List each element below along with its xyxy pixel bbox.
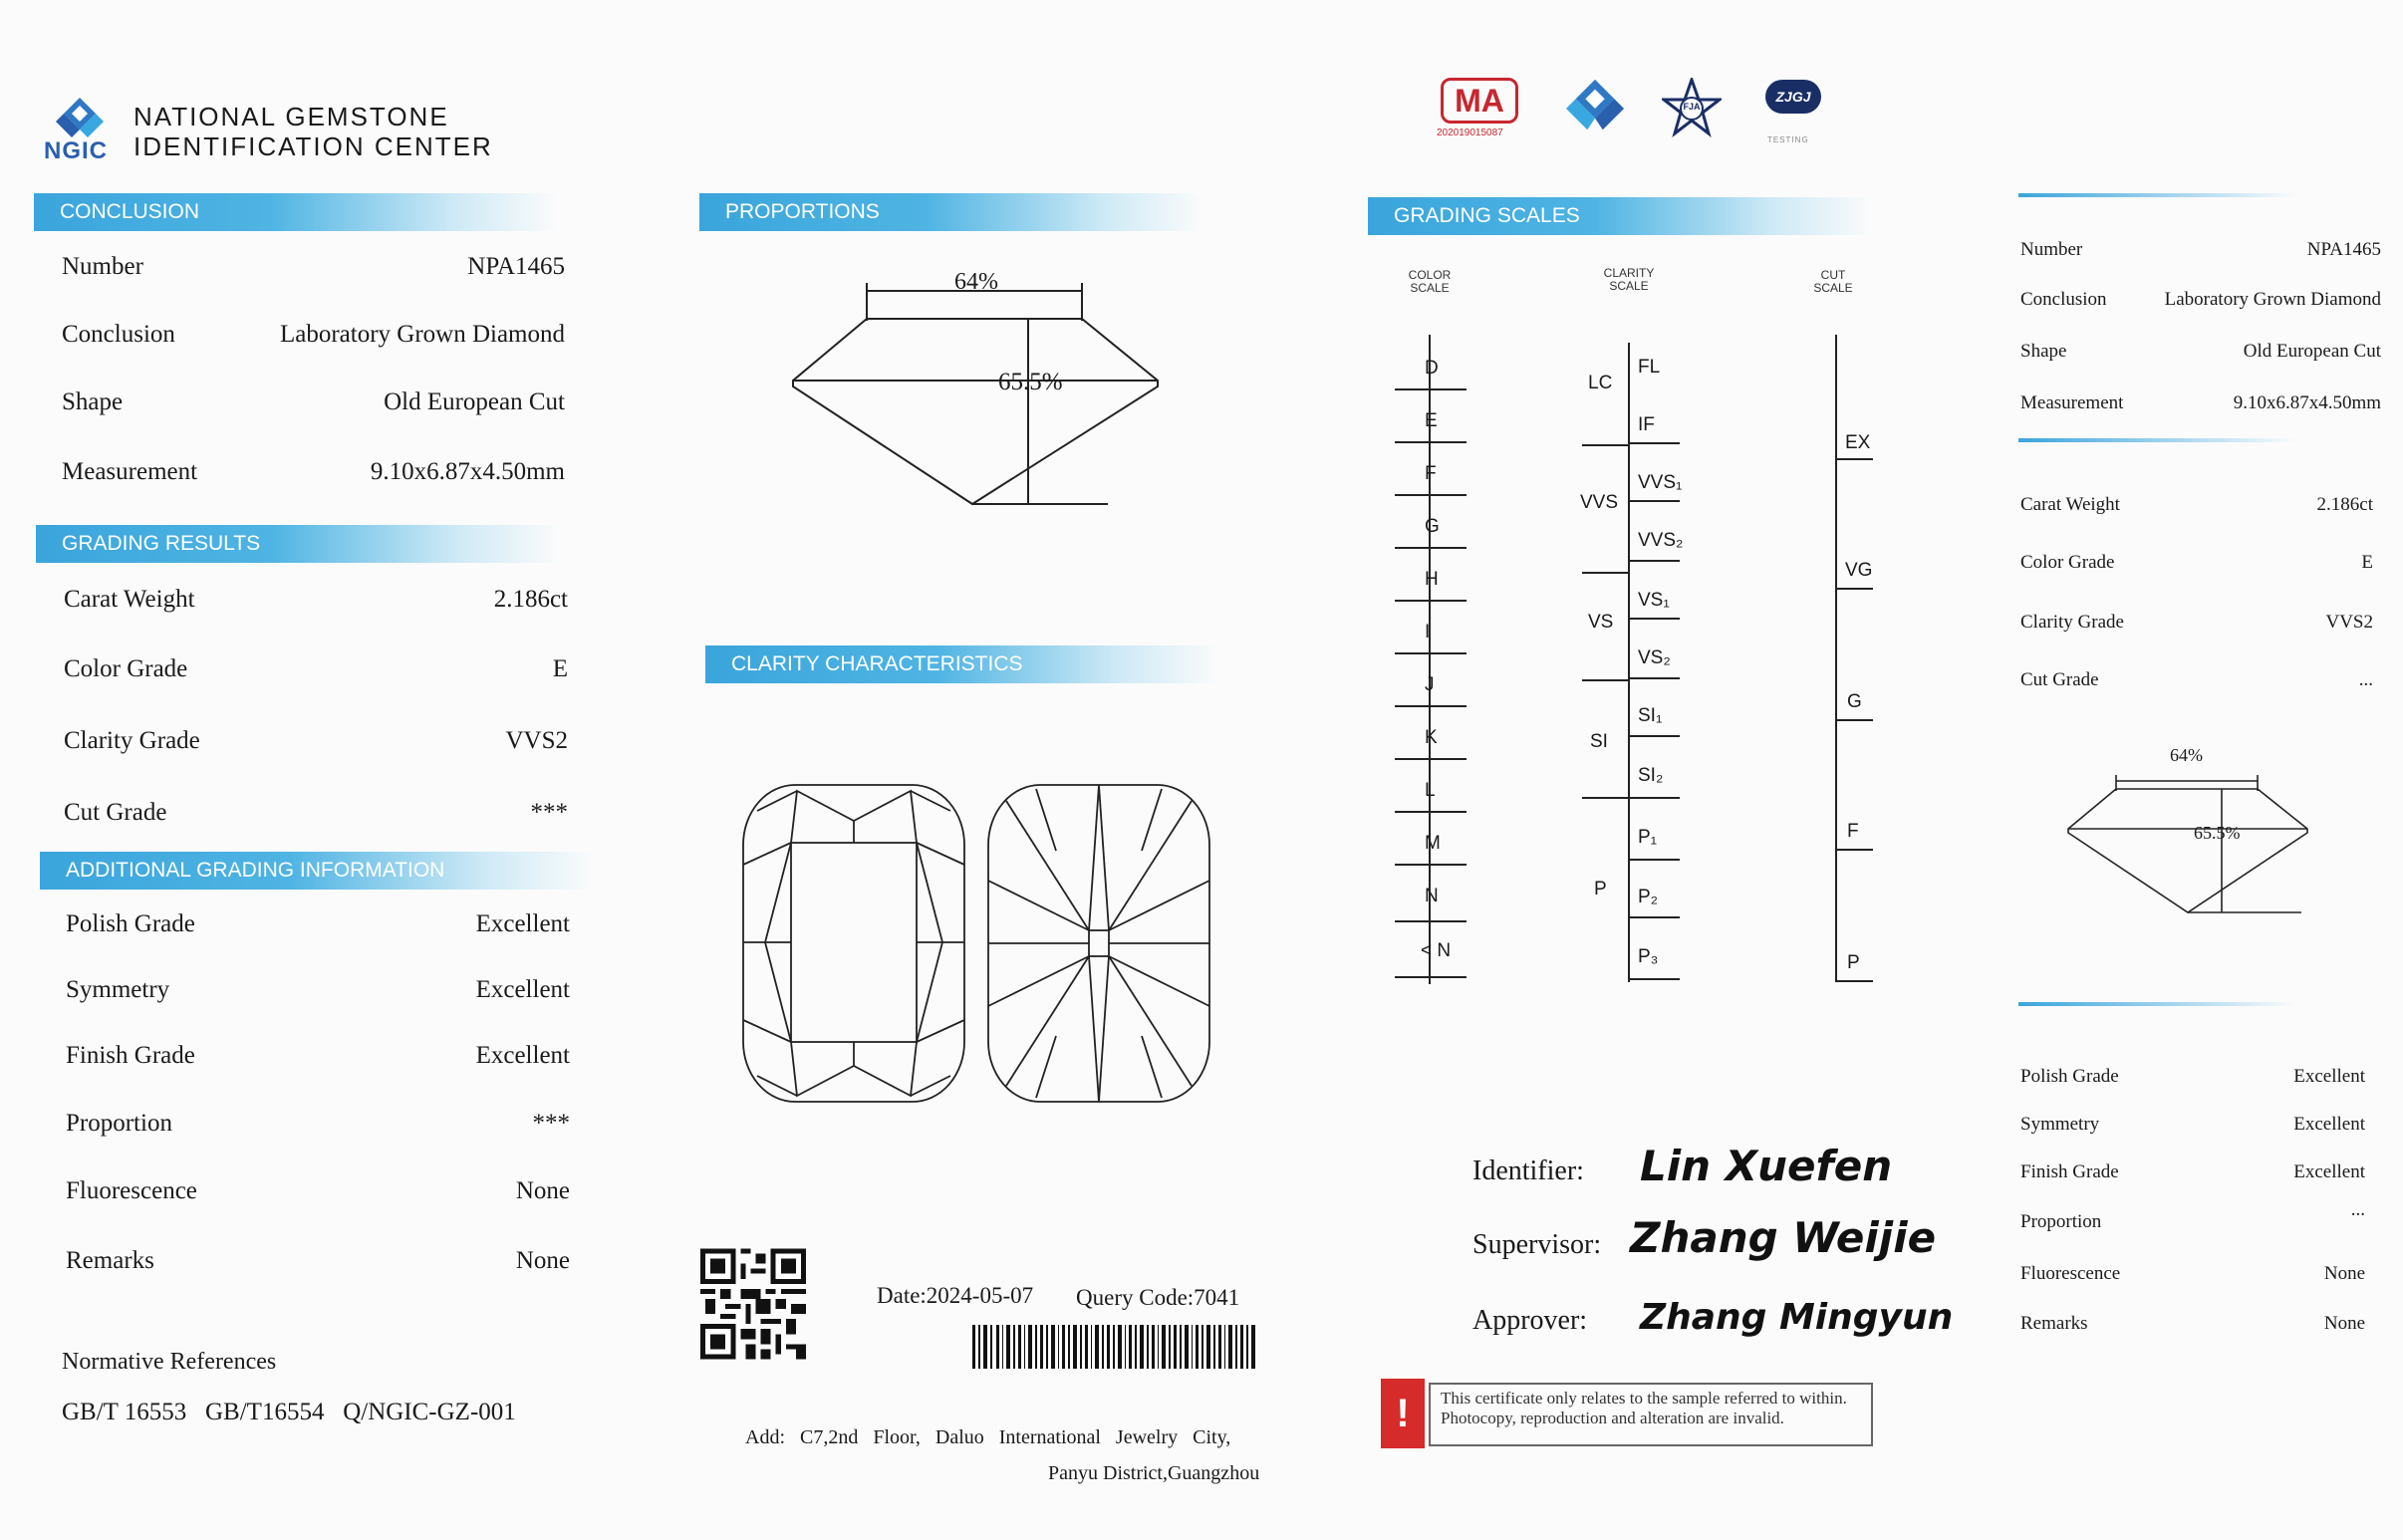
cut-scale-title-1: CUT (1820, 268, 1846, 282)
disclaimer-box (1381, 1379, 1895, 1460)
clarity-scale (1574, 329, 1694, 986)
value: Excellent (2293, 1161, 2365, 1182)
value: 2.186ct (2316, 494, 2373, 515)
additional-band: ADDITIONAL GRADING INFORMATION (40, 852, 594, 890)
value: Excellent (2293, 1066, 2365, 1087)
value: 9.10x6.87x4.50mm (370, 458, 565, 485)
stub-rows-2 (2020, 494, 2373, 693)
approver-signature: Zhang Mingyun (1640, 1297, 1954, 1338)
cut-grade-ex: EX (1845, 432, 1871, 453)
cut-scale-title-2: SCALE (1813, 281, 1853, 295)
color-scale (1387, 329, 1486, 986)
clarity-scale-axis (1628, 343, 1630, 982)
label: Number (2020, 239, 2083, 260)
clarity-grade-p1: P₁ (1638, 827, 1658, 848)
conclusion-band: CONCLUSION (34, 193, 558, 231)
stub-table-percent: 64% (2170, 745, 2203, 765)
clarity-grade-vvs2: VVS₂ (1638, 530, 1684, 551)
stub-divider-1 (2018, 193, 2297, 197)
color-grade-f: F (1425, 463, 1437, 484)
value: VVS2 (2325, 612, 2373, 633)
label: Polish Grade (2020, 1066, 2119, 1087)
label: Measurement (2020, 392, 2124, 413)
label: Clarity Grade (2020, 612, 2124, 633)
value: None (2323, 1263, 2365, 1284)
issue-date: Date:2024-05-07 (877, 1283, 1034, 1308)
clarity-scale-title (1594, 267, 1664, 293)
clarity-grade-si1: SI₁ (1638, 705, 1663, 726)
stub-rows-3 (2020, 1066, 2365, 1345)
supervisor-label: Supervisor: (1472, 1229, 1602, 1260)
clarity-plot (737, 781, 1235, 1110)
value: E (552, 655, 568, 682)
address-line2: Panyu District,Guangzhou (1048, 1462, 1260, 1484)
color-grade-m: M (1425, 833, 1441, 854)
grading-results-rows (64, 586, 568, 835)
stub-rows-1 (2020, 239, 2381, 418)
grading-scales-band: GRADING SCALES (1368, 197, 1872, 235)
cut-grade-g: G (1847, 691, 1862, 712)
value: Laboratory Grown Diamond (279, 321, 565, 348)
label: Carat Weight (2020, 494, 2120, 515)
label: Color Grade (2020, 552, 2115, 573)
color-grade-j: J (1425, 674, 1435, 695)
clarity-group-si: SI (1590, 731, 1608, 752)
identifier-signature: Lin Xuefen (1640, 1142, 1893, 1190)
testing-text: TESTING (1767, 135, 1809, 144)
table-percent: 64% (954, 269, 998, 295)
value: E (2361, 552, 2373, 573)
additional-rows (66, 910, 570, 1289)
clarity-grade-fl: FL (1638, 357, 1661, 378)
color-grade-l: L (1425, 780, 1436, 801)
stub-depth-percent: 65.5% (2194, 823, 2241, 843)
label: Conclusion (2020, 289, 2107, 310)
value: 2.186ct (493, 586, 568, 613)
ma-code: 202019015087 (1437, 128, 1503, 138)
value: Excellent (475, 1042, 570, 1069)
clarity-scale-title-2: SCALE (1609, 279, 1649, 293)
clarity-grade-vs2: VS₂ (1638, 647, 1671, 668)
stub-proportions-diagram (2062, 743, 2311, 922)
zjgj-text: ZJGJ (1765, 80, 1821, 114)
color-grade-g: G (1425, 516, 1440, 537)
ngic-logo (44, 96, 116, 165)
color-scale-title-2: SCALE (1410, 281, 1450, 295)
value: Excellent (2293, 1114, 2365, 1135)
ma-logo-icon (1437, 78, 1520, 139)
zjgj-badge-icon (1759, 80, 1831, 143)
proportions-diagram (777, 269, 1176, 518)
proportions-band: PROPORTIONS (699, 193, 1203, 231)
cut-grade-f: F (1847, 821, 1859, 842)
value: Old European Cut (384, 388, 565, 415)
ngic-diamond-icon (1560, 78, 1630, 137)
value: Excellent (475, 976, 570, 1003)
clarity-group-lc: LC (1588, 373, 1613, 393)
value: *** (532, 1110, 570, 1137)
value: ... (2358, 669, 2373, 690)
label: Number (62, 253, 143, 280)
cut-scale-title (1803, 269, 1863, 295)
label: Fluorescence (2020, 1263, 2121, 1284)
color-grade-k: K (1425, 727, 1438, 748)
color-grade-i: I (1425, 622, 1431, 642)
label: Finish Grade (66, 1042, 195, 1069)
cut-grade-vg: VG (1845, 560, 1873, 581)
cushion-facet-diagram-icon (737, 781, 1235, 1110)
fja-badge-icon (1662, 78, 1722, 137)
color-grade-below-n: < N (1421, 940, 1452, 961)
stub-diamond-profile-icon (2062, 743, 2311, 922)
barcode-icon (972, 1325, 1259, 1369)
barcode (972, 1325, 1259, 1369)
value: *** (530, 799, 568, 826)
value: NPA1465 (2306, 239, 2381, 260)
diamond-profile-icon (777, 269, 1176, 518)
value: None (515, 1177, 570, 1204)
label: Symmetry (2020, 1114, 2100, 1135)
label: Clarity Grade (64, 727, 200, 754)
label: Color Grade (64, 655, 188, 682)
value: 9.10x6.87x4.50mm (2233, 392, 2381, 413)
value: Excellent (475, 910, 570, 937)
value: Laboratory Grown Diamond (2164, 289, 2381, 310)
org-name-line1: NATIONAL GEMSTONE (134, 102, 449, 131)
identifier-label: Identifier: (1472, 1155, 1584, 1186)
value: ... (2350, 1199, 2365, 1220)
normative-title: Normative References (62, 1349, 277, 1375)
color-grade-h: H (1425, 569, 1439, 590)
value: NPA1465 (467, 253, 565, 280)
label: Shape (62, 388, 124, 415)
color-grade-e: E (1425, 410, 1438, 431)
clarity-scale-title-1: CLARITY (1603, 266, 1655, 280)
clarity-grade-vvs1: VVS₁ (1638, 472, 1683, 493)
org-name-line2: IDENTIFICATION CENTER (134, 131, 493, 161)
label: Polish Grade (66, 910, 195, 937)
disclaimer-text: This certificate only relates to the sample referred to within. Photocopy, reproduction and alteration are invalid. (1429, 1383, 1873, 1446)
clarity-group-vvs: VVS (1580, 492, 1619, 513)
label: Remarks (66, 1247, 154, 1274)
warning-icon: ! (1381, 1379, 1425, 1448)
label: Proportion (66, 1110, 172, 1137)
grading-results-band: GRADING RESULTS (36, 525, 560, 563)
label: Conclusion (62, 321, 175, 348)
depth-percent: 65.5% (998, 369, 1063, 395)
clarity-grade-vs1: VS₁ (1638, 590, 1670, 611)
label: Carat Weight (64, 586, 195, 613)
qr-code[interactable] (700, 1247, 806, 1361)
value: VVS2 (505, 727, 568, 754)
clarity-grade-if: IF (1638, 414, 1655, 435)
clarity-group-vs: VS (1588, 612, 1614, 633)
conclusion-rows (62, 253, 565, 492)
clarity-group-p: P (1594, 879, 1607, 899)
label: Cut Grade (64, 799, 167, 826)
color-scale-title (1395, 269, 1465, 295)
approver-label: Approver: (1472, 1305, 1588, 1336)
clarity-grade-p2: P₂ (1638, 887, 1659, 907)
label: Fluorescence (66, 1177, 197, 1204)
cut-scale (1793, 329, 1893, 986)
label: Proportion (2020, 1211, 2102, 1232)
supervisor-signature: Zhang Weijie (1630, 1213, 1937, 1262)
label: Measurement (62, 458, 198, 485)
label: Cut Grade (2020, 669, 2099, 690)
qr-code-icon (700, 1247, 806, 1361)
accreditation-logos (1431, 78, 1839, 147)
color-grade-n: N (1425, 886, 1439, 906)
label: Remarks (2020, 1313, 2088, 1334)
query-code: Query Code:7041 (1076, 1285, 1240, 1310)
fja-text: FJA (1683, 102, 1701, 112)
cut-scale-axis (1835, 335, 1837, 982)
clarity-characteristics-band: CLARITY CHARACTERISTICS (705, 645, 1219, 683)
value: None (2323, 1313, 2365, 1334)
color-grade-d: D (1425, 358, 1439, 379)
label: Finish Grade (2020, 1161, 2119, 1182)
label: Shape (2020, 341, 2067, 362)
clarity-grade-si2: SI₂ (1638, 765, 1664, 786)
color-scale-title-1: COLOR (1408, 268, 1452, 282)
address-line1: Add: C7,2nd Floor, Daluo International Jewelry City, (745, 1426, 1231, 1448)
value: None (515, 1247, 570, 1274)
ngic-logo-text: NGIC (44, 137, 108, 164)
stub-divider-2 (2018, 438, 2297, 442)
cut-grade-p: P (1847, 952, 1860, 973)
ngic-diamond-logo-icon (44, 96, 116, 139)
value: Old European Cut (2243, 341, 2381, 362)
stub-divider-3 (2018, 1002, 2297, 1006)
ma-logo-text: MA (1441, 78, 1518, 124)
clarity-grade-p3: P₃ (1638, 946, 1659, 967)
normative-refs: GB/T 16553 GB/T16554 Q/NGIC-GZ-001 (62, 1399, 516, 1425)
label: Symmetry (66, 976, 170, 1003)
